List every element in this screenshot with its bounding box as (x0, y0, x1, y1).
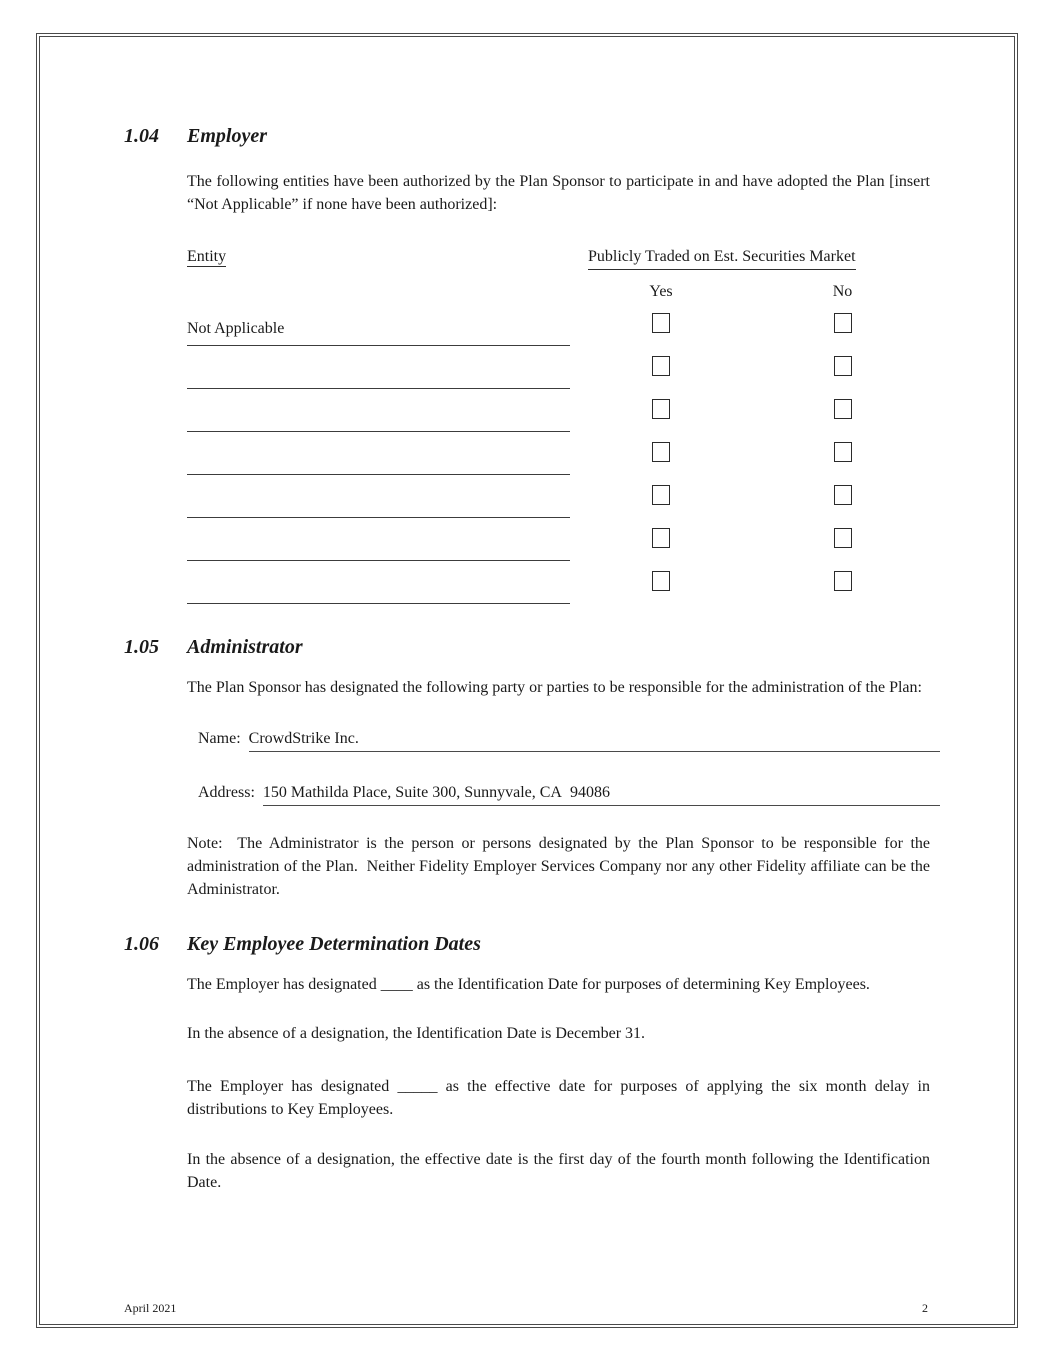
page-footer (124, 1301, 928, 1316)
footer-date: April 2021 (124, 1301, 177, 1315)
entity-column-header: Entity (187, 248, 227, 265)
employer-intro-paragraph: The following entities have been authorized by the Plan Sponsor to participate in and have adopted the Plan [insert “Not Applicable” if none have been authorized]: (187, 173, 930, 213)
administrator-intro-paragraph: The Plan Sponsor has designated the following party or parties to be responsible for the administration of the Plan: (187, 679, 922, 696)
entity-input-line[interactable] (187, 518, 570, 561)
identification-date-default-paragraph: In the absence of a designation, the Identification Date is December 31. (187, 1025, 646, 1042)
effective-date-paragraph: The Employer has designated _____ as the effective date for purposes of applying the six month delay in distributions to Key Employees. (187, 1078, 931, 1118)
employer-entity-table (187, 245, 933, 604)
section-number: 1.05 (124, 636, 159, 658)
yes-checkbox[interactable] (652, 313, 670, 333)
no-checkbox[interactable] (834, 528, 852, 548)
no-checkbox[interactable] (834, 356, 852, 376)
section-number: 1.06 (124, 933, 159, 955)
section-title: Administrator (187, 636, 303, 658)
administrator-note-paragraph: Note: The Administrator is the person or persons designated by the Plan Sponsor to be responsible for the administration of the Plan. Neither Fidelity Employer Services Company nor any other Fidelity affiliate can be the Administrator. (187, 835, 930, 898)
entity-input-line[interactable] (187, 475, 570, 518)
document-page (36, 33, 1018, 1328)
entity-input-line[interactable] (187, 389, 570, 432)
identification-date-blank[interactable]: ____ (380, 976, 413, 993)
identification-date-paragraph: The Employer has designated ____ as the Identification Date for purposes of determining Key Employees. (187, 976, 870, 993)
section-number: 1.04 (124, 125, 159, 147)
no-checkbox[interactable] (834, 442, 852, 462)
yes-checkbox[interactable] (652, 528, 670, 548)
page-number: 2 (922, 1301, 928, 1315)
yes-checkbox[interactable] (652, 442, 670, 462)
address-field[interactable]: 150 Mathilda Place, Suite 300, Sunnyvale, CA 94086 (263, 781, 940, 806)
address-label: Address: (198, 784, 255, 801)
yes-checkbox[interactable] (652, 485, 670, 505)
no-column-label: No (832, 283, 853, 300)
effective-date-default-paragraph: In the absence of a designation, the effective date is the first day of the fourth month following the Identification Date. (187, 1151, 930, 1191)
section-heading-1-06 (124, 931, 1014, 957)
entity-row (187, 346, 933, 389)
entity-row (187, 389, 933, 432)
entity-input-line[interactable] (187, 432, 570, 475)
section-heading-1-04 (124, 123, 1014, 149)
entity-input-line[interactable] (187, 346, 570, 389)
no-checkbox[interactable] (834, 399, 852, 419)
no-checkbox[interactable] (834, 485, 852, 505)
section-heading-1-05 (124, 634, 1014, 660)
effective-date-blank[interactable]: _____ (397, 1078, 438, 1095)
entity-input-line[interactable] (187, 561, 570, 604)
section-title: Key Employee Determination Dates (187, 933, 481, 955)
entity-row (187, 561, 933, 604)
section-title: Employer (187, 125, 267, 147)
no-checkbox[interactable] (834, 313, 852, 333)
entity-row (187, 518, 933, 561)
yes-checkbox[interactable] (652, 356, 670, 376)
no-checkbox[interactable] (834, 571, 852, 591)
entity-input-line[interactable]: Not Applicable (187, 303, 570, 346)
administrator-address-row (198, 781, 940, 806)
yes-checkbox[interactable] (652, 399, 670, 419)
name-label: Name: (198, 730, 241, 747)
yes-no-header-row (187, 280, 933, 303)
traded-column-header: Publicly Traded on Est. Securities Market (588, 245, 856, 270)
name-field[interactable]: CrowdStrike Inc. (249, 727, 940, 752)
administrator-name-row (198, 727, 940, 752)
yes-checkbox[interactable] (652, 571, 670, 591)
entity-row (187, 432, 933, 475)
entity-table-header (187, 245, 933, 271)
yes-column-label: Yes (649, 283, 673, 300)
entity-row (187, 475, 933, 518)
entity-row (187, 303, 933, 346)
